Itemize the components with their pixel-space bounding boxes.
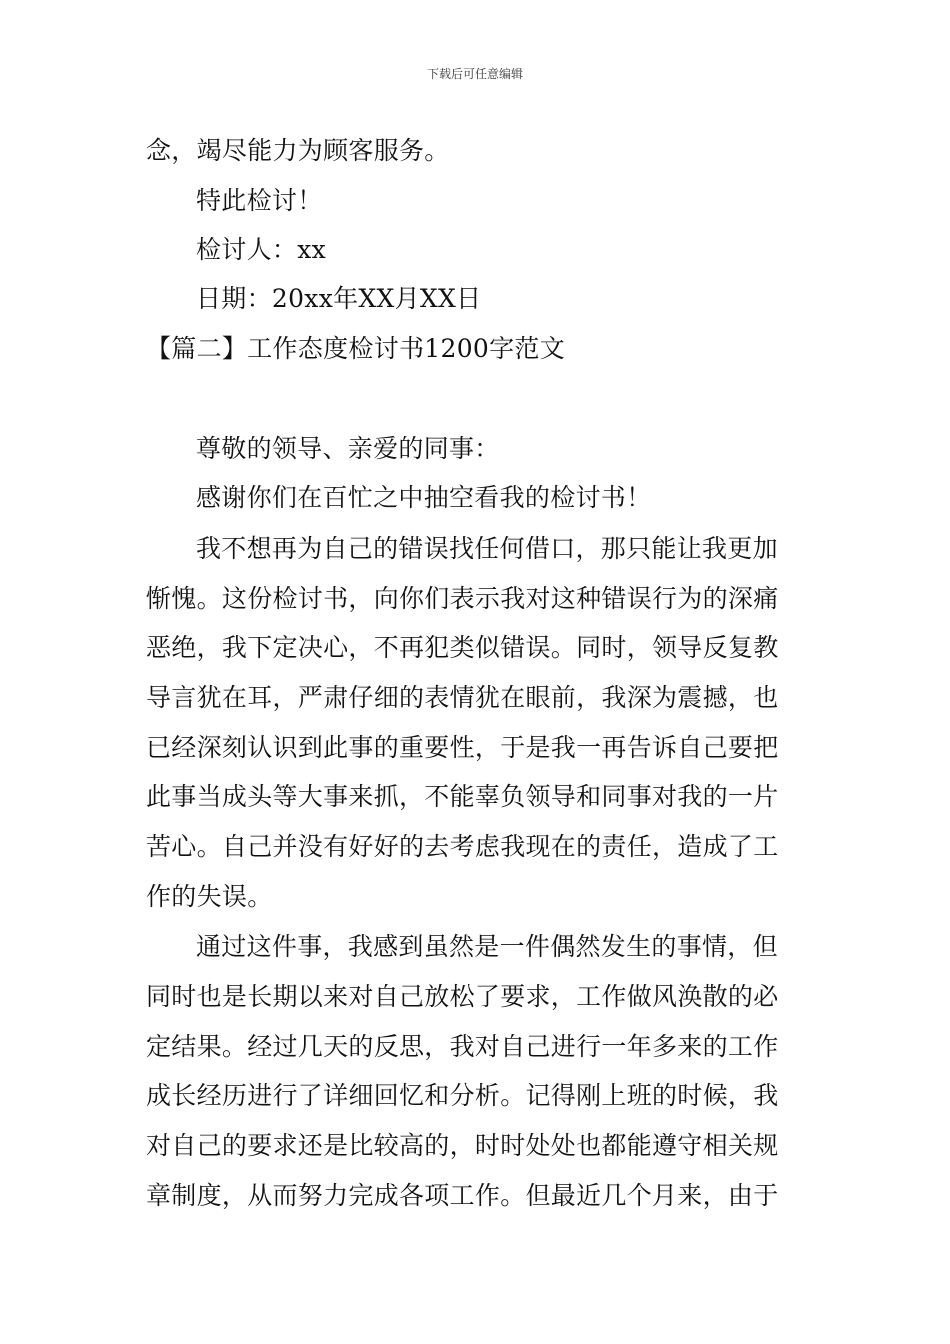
paragraph-line: 定结果。经过几天的反思，我对自己进行一年多来的工作 [146, 1032, 779, 1061]
closing-remark: 特此检讨！ [196, 186, 323, 215]
paragraph-line: 此事当成头等大事来抓，不能辜负领导和同事对我的一片 [146, 782, 779, 811]
salutation: 尊敬的领导、亲爱的同事： [196, 434, 500, 463]
paragraph-line: 对自己的要求还是比较高的，时时处处也都能遵守相关规 [146, 1131, 779, 1160]
paragraph-line: 同时也是长期以来对自己放松了要求，工作做风涣散的必 [146, 982, 779, 1011]
paragraph-line: 惭愧。这份检讨书，向你们表示我对这种错误行为的深痛 [146, 584, 779, 613]
paragraph-line: 通过这件事，我感到虽然是一件偶然发生的事情，但 [196, 932, 778, 961]
body-text-line: 念，竭尽能力为顾客服务。 [146, 136, 450, 165]
paragraph-line: 已经深刻认识到此事的重要性，于是我一再告诉自己要把 [146, 733, 779, 762]
paragraph-line: 我不想再为自己的错误找任何借口，那只能让我更加 [196, 534, 778, 563]
page-header-note: 下载后可任意编辑 [426, 67, 523, 81]
date-line: 日期：20xx年XX月XX日 [196, 284, 482, 313]
paragraph-line: 成长经历进行了详细回忆和分析。记得刚上班的时候，我 [146, 1081, 779, 1110]
paragraph-line: 苦心。自己并没有好好的去考虑我现在的责任，造成了工 [146, 832, 779, 861]
paragraph-line: 恶绝，我下定决心，不再犯类似错误。同时，领导反复教 [146, 633, 779, 662]
thanks-line: 感谢你们在百忙之中抽空看我的检讨书！ [196, 483, 652, 512]
paragraph-line: 作的失误。 [146, 882, 273, 911]
section-title: 【篇二】工作态度检讨书1200字范文 [146, 334, 566, 363]
paragraph-line: 章制度，从而努力完成各项工作。但最近几个月来，由于 [146, 1181, 779, 1210]
author-line: 检讨人：xx [196, 235, 326, 264]
paragraph-line: 导言犹在耳，严肃仔细的表情犹在眼前，我深为震撼，也 [146, 683, 779, 712]
